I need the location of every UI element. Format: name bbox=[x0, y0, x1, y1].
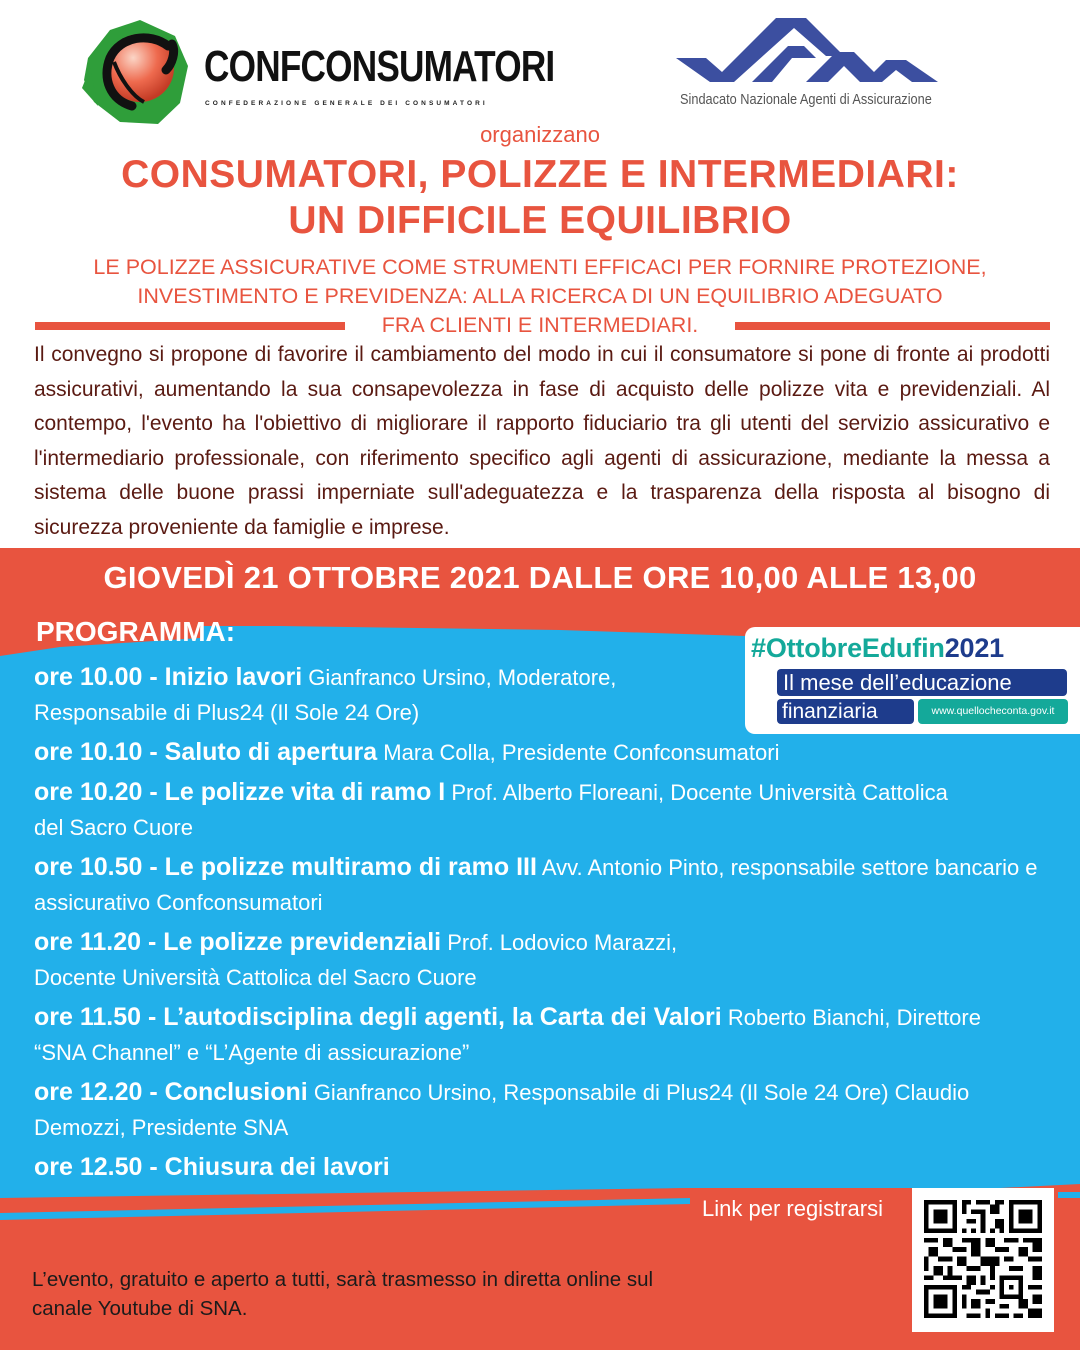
program-speakers: Avv. Antonio Pinto, responsabile settore bancario e assicurativo Confconsumatori bbox=[34, 855, 1038, 915]
registration-qr[interactable] bbox=[912, 1188, 1054, 1332]
badge-url[interactable]: www.quellocheconta.gov.it bbox=[918, 699, 1068, 724]
program-speakers: Prof. Alberto Floreani, Docente Università Cattolica del Sacro Cuore bbox=[34, 780, 948, 840]
program-topic: Inizio lavori bbox=[164, 663, 303, 691]
confconsumatori-emblem-icon bbox=[80, 18, 192, 126]
broadcast-note: L’evento, gratuito e aperto a tutti, sarà trasmesso in diretta online sul canale Youtube di SNA. bbox=[32, 1268, 654, 1320]
program-item bbox=[34, 1150, 1054, 1185]
divider-left bbox=[35, 322, 345, 330]
program-speakers: Prof. Lodovico Marazzi, Docente Università Cattolica del Sacro Cuore bbox=[34, 930, 678, 990]
program-time: ore 10.00 - bbox=[34, 663, 165, 691]
event-title-line: UN DIFFICILE EQUILIBRIO bbox=[288, 199, 792, 242]
badge-year: 2021 bbox=[944, 633, 1004, 663]
program-topic: L’autodisciplina degli agenti, la Carta dei Valori bbox=[163, 1003, 722, 1031]
program-topic: Conclusioni bbox=[164, 1078, 308, 1106]
subtitle-line: LE POLIZZE ASSICURATIVE COME STRUMENTI EFFICACI PER FORNIRE PROTEZIONE, bbox=[93, 255, 987, 279]
program-time: ore 11.20 - bbox=[34, 928, 164, 956]
program-speakers: Gianfranco Ursino, Responsabile di Plus24 (Il Sole 24 Ore) Claudio Demozzi, Presidente SNA bbox=[34, 1080, 970, 1140]
program-item bbox=[34, 850, 1054, 920]
program-topic: Le polizze vita di ramo I bbox=[164, 778, 446, 806]
program-item bbox=[34, 1075, 994, 1145]
badge-hashtag-text: #OttobreEdufin bbox=[751, 633, 945, 663]
program-topic: Le polizze multiramo di ramo III bbox=[164, 853, 537, 881]
program-item bbox=[34, 735, 1054, 770]
confconsumatori-wordmark: CONFCONSUMATORI bbox=[204, 42, 555, 91]
program-item bbox=[34, 660, 724, 730]
program-list bbox=[34, 660, 1054, 1190]
sna-caption: Sindacato Nazionale Agenti di Assicurazione bbox=[680, 92, 932, 108]
event-date: GIOVEDÌ 21 OTTOBRE 2021 DALLE ORE 10,00 ALLE 13,00 bbox=[103, 560, 977, 595]
program-speakers: Gianfranco Ursino, Moderatore, Responsabile di Plus24 (Il Sole 24 Ore) bbox=[34, 665, 617, 725]
qr-code-icon[interactable] bbox=[924, 1200, 1042, 1318]
program-time: ore 12.50 - bbox=[34, 1153, 165, 1181]
divider-right bbox=[735, 322, 1050, 330]
blue-stripe-right bbox=[1058, 1192, 1080, 1198]
program-topic: Le polizze previdenziali bbox=[163, 928, 442, 956]
confconsumatori-logo bbox=[80, 18, 555, 126]
intro-paragraph: Il convegno si propone di favorire il cambiamento del modo in cui il consumatore si pone di fronte ai prodotti assicurativi, aumentando la sua consapevolezza in fase di acquisto delle polizze vita e previdenziali. Al contempo, l'evento ha l'obiettivo di migliorare il rapporto fiduciario tra gli utenti del servizio assicurativo e l'intermediario professionale, con riferimento specifico agli agenti di assicurazione, mediante la messa a sistema delle buone prassi imperniate sull'adeguatezza e la trasparenza della risposta al bisogno di sicurezza proveniente da famiglie e imprese. bbox=[34, 343, 1050, 539]
program-time: ore 10.50 - bbox=[34, 853, 165, 881]
sna-logo bbox=[676, 16, 946, 112]
program-time: ore 10.10 - bbox=[34, 738, 165, 766]
program-item bbox=[34, 925, 754, 995]
event-title-line: CONSUMATORI, POLIZZE E INTERMEDIARI: bbox=[121, 153, 959, 196]
organize-label: organizzano bbox=[480, 122, 600, 147]
subtitle-line: FRA CLIENTI E INTERMEDIARI. bbox=[381, 313, 699, 337]
program-heading: PROGRAMMA: bbox=[36, 616, 236, 647]
badge-tagline-1: Il mese dell’educazione bbox=[777, 669, 1067, 696]
program-topic: Saluto di apertura bbox=[164, 738, 378, 766]
program-time: ore 10.20 - bbox=[34, 778, 165, 806]
registration-label: Link per registrarsi bbox=[702, 1196, 883, 1221]
confconsumatori-subline: CONFEDERAZIONE GENERALE DEI CONSUMATORI bbox=[205, 100, 488, 107]
program-topic: Chiusura dei lavori bbox=[164, 1153, 390, 1181]
subtitle-line: INVESTIMENTO E PREVIDENZA: ALLA RICERCA DI UN EQUILIBRIO ADEGUATO bbox=[137, 284, 943, 308]
program-item bbox=[34, 775, 964, 845]
program-time: ore 12.20 - bbox=[34, 1078, 165, 1106]
program-time: ore 11.50 - bbox=[34, 1003, 164, 1031]
badge-tagline-2: finanziaria bbox=[777, 699, 914, 724]
program-item bbox=[34, 1000, 994, 1070]
sna-logo-icon bbox=[676, 16, 942, 86]
event-title bbox=[0, 152, 1080, 244]
program-speakers: Roberto Bianchi, Direttore “SNA Channel” e “L’Agente di assicurazione” bbox=[34, 1005, 981, 1065]
program-speakers: Mara Colla, Presidente Confconsumatori bbox=[377, 740, 780, 765]
